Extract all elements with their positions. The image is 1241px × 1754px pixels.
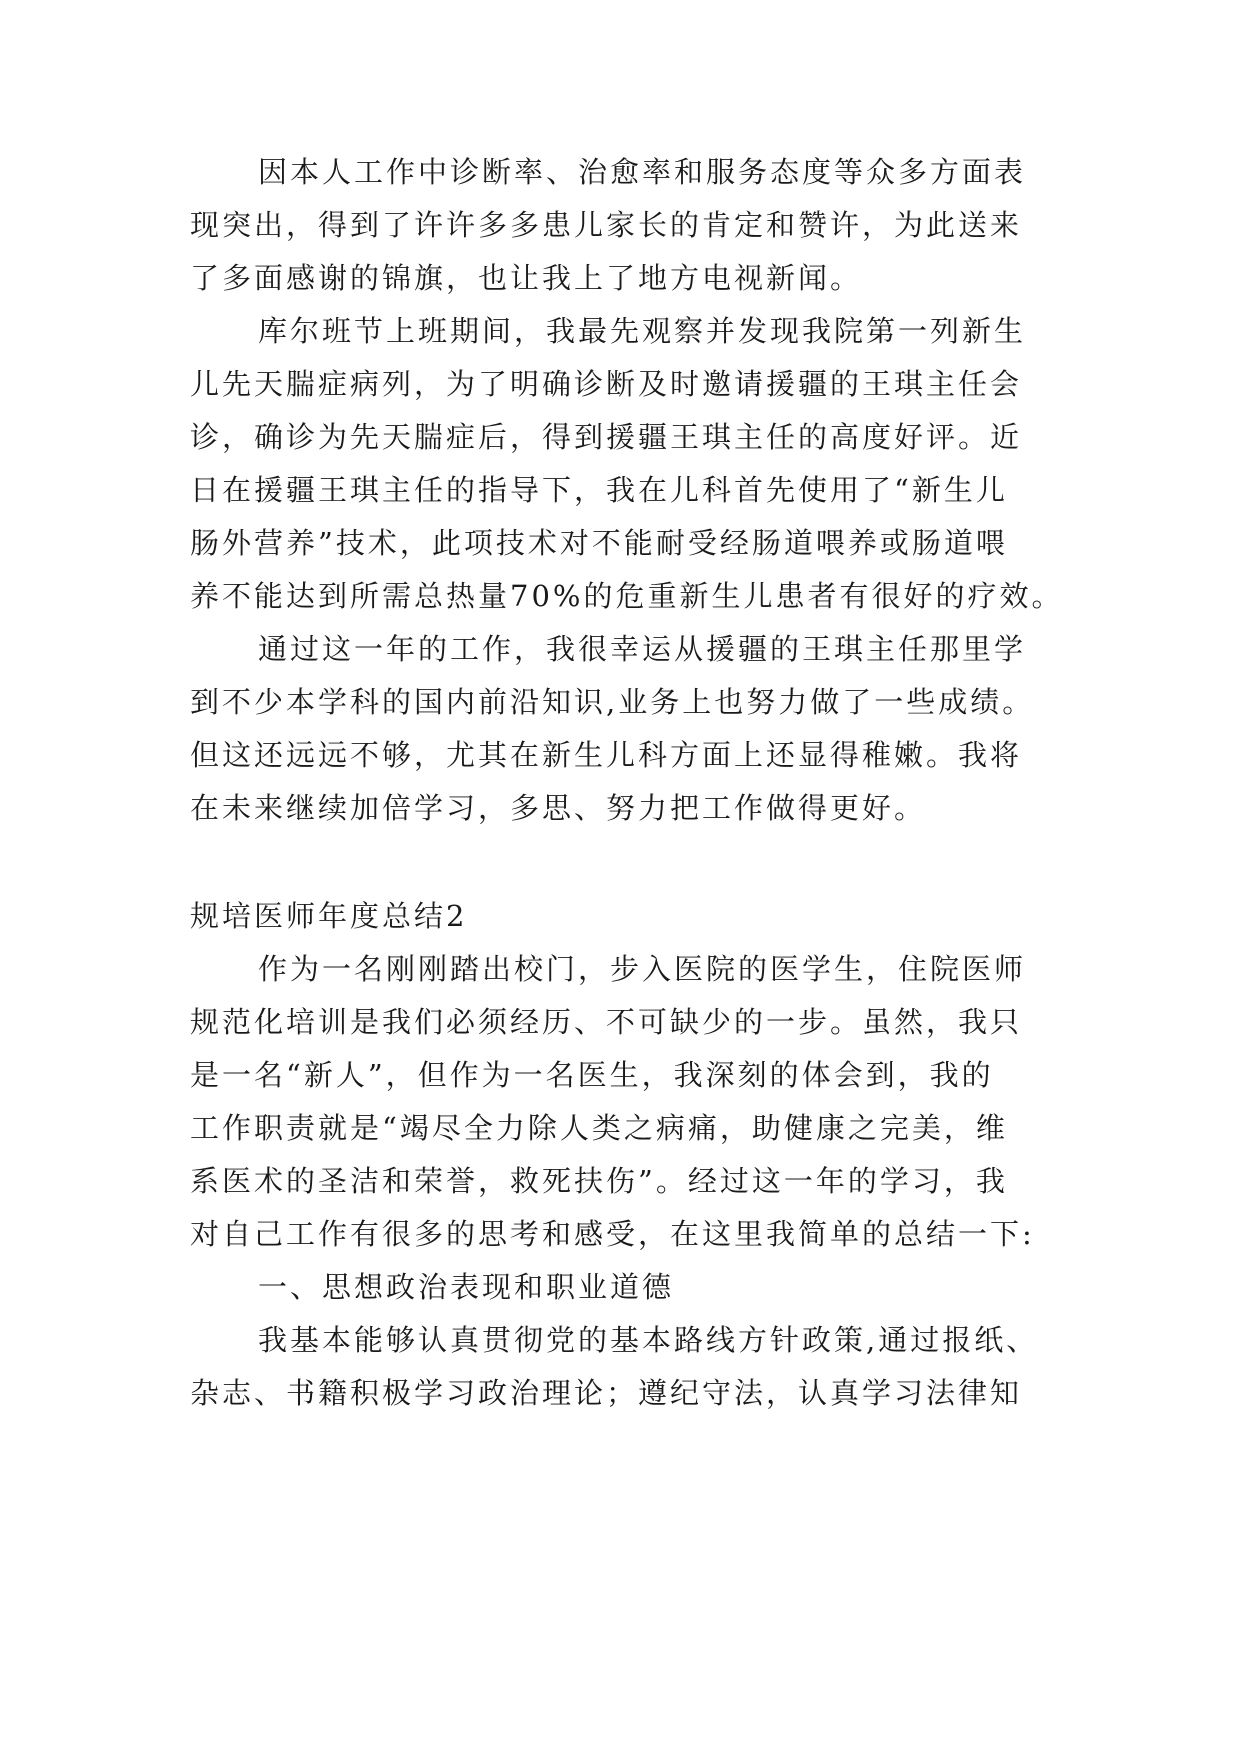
text-line: 工作职责就是“竭尽全力除人类之病痛，助健康之完美，维 [190, 1111, 1008, 1145]
text-line: 肠外营养”技术，此项技术对不能耐受经肠道喂养或肠道喂 [190, 526, 1008, 560]
text-line: 但这还远远不够，尤其在新生儿科方面上还显得稚嫩。我将 [190, 738, 1023, 772]
text-line: 现突出，得到了许许多多患儿家长的肯定和赞许，为此送来 [190, 208, 1023, 242]
text-line: 养不能达到所需总热量70%的危重新生儿患者有很好的疗效。 [190, 579, 1064, 613]
text-line: 了多面感谢的锦旗，也让我上了地方电视新闻。 [190, 261, 863, 295]
text-line: 作为一名刚刚踏出校门，步入医院的医学生，住院医师 [258, 952, 1027, 986]
text-line: 对自己工作有很多的思考和感受，在这里我简单的总结一下: [190, 1217, 1035, 1251]
text-line: 杂志、书籍积极学习政治理论；遵纪守法，认真学习法律知 [190, 1376, 1023, 1410]
text-line: 到不少本学科的国内前沿知识,业务上也努力做了一些成绩。 [190, 685, 1035, 719]
text-line: 诊，确诊为先天腨症后，得到援疆王琪主任的高度好评。近 [190, 420, 1023, 454]
text-line: 通过这一年的工作，我很幸运从援疆的王琪主任那里学 [258, 632, 1027, 666]
text-line: 日在援疆王琪主任的指导下，我在儿科首先使用了“新生儿 [190, 473, 1008, 507]
text-line: 在未来继续加倍学习，多思、努力把工作做得更好。 [190, 791, 927, 825]
text-line: 我基本能够认真贯彻党的基本路线方针政策,通过报纸、 [258, 1323, 1039, 1357]
section-heading: 规培医师年度总结2 [190, 899, 468, 933]
text-line: 规范化培训是我们必须经历、不可缺少的一步。虽然，我只 [190, 1005, 1023, 1039]
text-line: 库尔班节上班期间，我最先观察并发现我院第一列新生 [258, 314, 1027, 348]
text-line: 因本人工作中诊断率、治愈率和服务态度等众多方面表 [258, 155, 1027, 189]
text-line: 是一名“新人”，但作为一名医生，我深刻的体会到，我的 [190, 1058, 994, 1092]
text-line: 系医术的圣洁和荣誉，救死扶伤”。经过这一年的学习，我 [190, 1164, 1008, 1198]
text-line: 儿先天腨症病列，为了明确诊断及时邀请援疆的王琪主任会 [190, 367, 1023, 401]
subsection-heading: 一、思想政治表现和职业道德 [258, 1270, 675, 1304]
